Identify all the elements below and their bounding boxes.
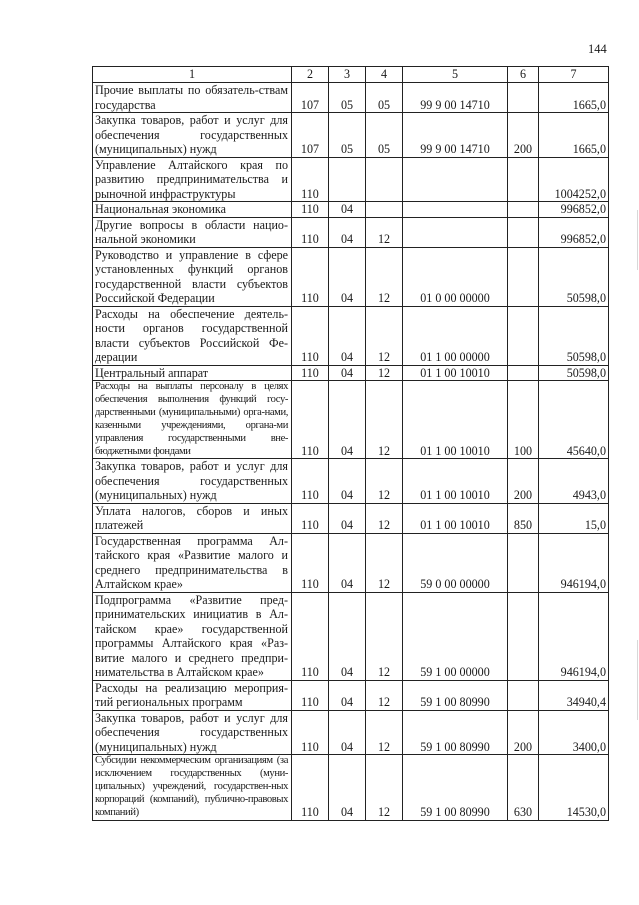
cell-grbs: 110 [292,503,329,533]
cell-amount: 15,0 [539,503,609,533]
cell-target-item [403,217,508,247]
table-row [93,157,609,202]
cell-section: 04 [329,459,366,504]
cell-grbs: 110 [292,217,329,247]
cell-grbs: 110 [292,247,329,306]
cell-expense-type [508,217,539,247]
cell-expense-type [508,533,539,592]
header-row [93,67,609,83]
table-row [93,755,609,821]
cell-target-item [403,202,508,218]
cell-name: Расходы на реализацию мероприя-тий региональных программ [93,680,292,710]
column-header: 6 [508,67,539,83]
cell-subsection [366,202,403,218]
cell-expense-type: 200 [508,113,539,158]
cell-name: Субсидии некоммерческим организациям (за исключением государственных (муни-ципальных) учреждений, государствен-ных корпораций (компаний), публично-правовых компаний) [93,755,292,821]
cell-section: 04 [329,592,366,680]
column-header: 4 [366,67,403,83]
cell-expense-type [508,592,539,680]
cell-subsection: 12 [366,680,403,710]
cell-section: 04 [329,217,366,247]
cell-grbs: 110 [292,306,329,365]
cell-expense-type [508,306,539,365]
cell-subsection: 12 [366,247,403,306]
cell-section: 05 [329,83,366,113]
cell-amount: 1665,0 [539,83,609,113]
cell-target-item: 99 9 00 14710 [403,113,508,158]
cell-amount: 1665,0 [539,113,609,158]
cell-amount: 50598,0 [539,247,609,306]
table-body [93,83,609,821]
cell-section: 04 [329,680,366,710]
cell-subsection: 12 [366,710,403,755]
cell-expense-type: 630 [508,755,539,821]
cell-name: Расходы на обеспечение деятель-ности органов государственной власти субъектов Российской Фе-дерации [93,306,292,365]
cell-target-item: 01 1 00 10010 [403,381,508,459]
cell-expense-type [508,680,539,710]
column-header: 2 [292,67,329,83]
cell-section [329,157,366,202]
cell-amount: 996852,0 [539,202,609,218]
cell-target-item [403,157,508,202]
cell-amount: 14530,0 [539,755,609,821]
cell-subsection: 12 [366,755,403,821]
cell-target-item: 59 1 00 80990 [403,710,508,755]
cell-amount: 3400,0 [539,710,609,755]
column-header: 3 [329,67,366,83]
cell-amount: 946194,0 [539,592,609,680]
column-header: 5 [403,67,508,83]
cell-grbs: 110 [292,533,329,592]
cell-grbs: 110 [292,157,329,202]
cell-name: Закупка товаров, работ и услуг для обеспечения государственных (муниципальных) нужд [93,113,292,158]
table-row [93,533,609,592]
cell-subsection: 12 [366,459,403,504]
cell-subsection: 12 [366,381,403,459]
table-row [93,592,609,680]
cell-section: 04 [329,306,366,365]
cell-name: Управление Алтайского края по развитию предпринимательства и рыночной инфраструктуры [93,157,292,202]
cell-subsection: 12 [366,365,403,381]
table-row [93,202,609,218]
cell-target-item: 59 1 00 80990 [403,680,508,710]
cell-section: 04 [329,202,366,218]
cell-grbs: 110 [292,202,329,218]
cell-name: Прочие выплаты по обязатель-ствам государства [93,83,292,113]
cell-name: Закупка товаров, работ и услуг для обеспечения государственных (муниципальных) нужд [93,710,292,755]
cell-section: 04 [329,710,366,755]
cell-section: 04 [329,247,366,306]
cell-amount: 50598,0 [539,365,609,381]
cell-expense-type: 200 [508,459,539,504]
table-row [93,217,609,247]
cell-grbs: 110 [292,755,329,821]
table-row [93,381,609,459]
cell-grbs: 110 [292,592,329,680]
table-row [93,459,609,504]
cell-expense-type: 850 [508,503,539,533]
cell-amount: 50598,0 [539,306,609,365]
cell-grbs: 110 [292,710,329,755]
column-header: 1 [93,67,292,83]
table-row [93,83,609,113]
cell-name: Государственная программа Ал-тайского края «Развитие малого и среднего предпринимательства в Алтайском крае» [93,533,292,592]
cell-expense-type [508,83,539,113]
cell-subsection: 05 [366,83,403,113]
cell-section: 04 [329,755,366,821]
cell-grbs: 107 [292,83,329,113]
cell-target-item: 59 1 00 80990 [403,755,508,821]
cell-section: 04 [329,533,366,592]
scan-edge-mark [637,210,638,270]
cell-amount: 946194,0 [539,533,609,592]
table-row [93,113,609,158]
table-row [93,247,609,306]
cell-grbs: 110 [292,365,329,381]
page-number: 144 [588,42,607,56]
cell-name: Закупка товаров, работ и услуг для обеспечения государственных (муниципальных) нужд [93,459,292,504]
cell-expense-type [508,247,539,306]
column-header: 7 [539,67,609,83]
cell-amount: 996852,0 [539,217,609,247]
cell-name: Уплата налогов, сборов и иных платежей [93,503,292,533]
cell-subsection: 12 [366,217,403,247]
cell-grbs: 107 [292,113,329,158]
table-row [93,710,609,755]
cell-subsection: 12 [366,503,403,533]
cell-target-item: 01 0 00 00000 [403,247,508,306]
cell-grbs: 110 [292,381,329,459]
cell-amount: 34940,4 [539,680,609,710]
cell-expense-type [508,157,539,202]
scan-edge-mark [637,640,638,720]
cell-grbs: 110 [292,459,329,504]
cell-subsection: 05 [366,113,403,158]
cell-subsection [366,157,403,202]
cell-expense-type: 200 [508,710,539,755]
table-row [93,306,609,365]
cell-name: Центральный аппарат [93,365,292,381]
cell-amount: 4943,0 [539,459,609,504]
budget-table [92,66,609,821]
cell-expense-type [508,202,539,218]
cell-name: Национальная экономика [93,202,292,218]
cell-target-item: 01 1 00 00000 [403,306,508,365]
cell-subsection: 12 [366,533,403,592]
table-row [93,680,609,710]
cell-name: Другие вопросы в области нацио-нальной экономики [93,217,292,247]
cell-amount: 1004252,0 [539,157,609,202]
cell-target-item: 59 1 00 00000 [403,592,508,680]
table-row [93,365,609,381]
table-row [93,503,609,533]
cell-target-item: 01 1 00 10010 [403,459,508,504]
cell-subsection: 12 [366,592,403,680]
cell-target-item: 01 1 00 10010 [403,503,508,533]
cell-expense-type: 100 [508,381,539,459]
cell-section: 04 [329,503,366,533]
cell-target-item: 99 9 00 14710 [403,83,508,113]
cell-subsection: 12 [366,306,403,365]
cell-target-item: 01 1 00 10010 [403,365,508,381]
cell-name: Расходы на выплаты персоналу в целях обеспечения выполнения функций госу-дарственными (муниципальными) орга-нами, казенными учреждениями, органа-ми управления государственными вне-бюджетными фондами [93,381,292,459]
cell-name: Подпрограмма «Развитие пред-принимательских инициатив в Ал-тайском крае» государственной программы Алтайского края «Раз-витие малого и среднего предпри-нимательства в Алтайском крае» [93,592,292,680]
cell-expense-type [508,365,539,381]
cell-section: 04 [329,381,366,459]
cell-section: 04 [329,365,366,381]
cell-section: 05 [329,113,366,158]
cell-target-item: 59 0 00 00000 [403,533,508,592]
cell-amount: 45640,0 [539,381,609,459]
cell-grbs: 110 [292,680,329,710]
cell-name: Руководство и управление в сфере установленных функций органов государственной власти субъектов Российской Федерации [93,247,292,306]
